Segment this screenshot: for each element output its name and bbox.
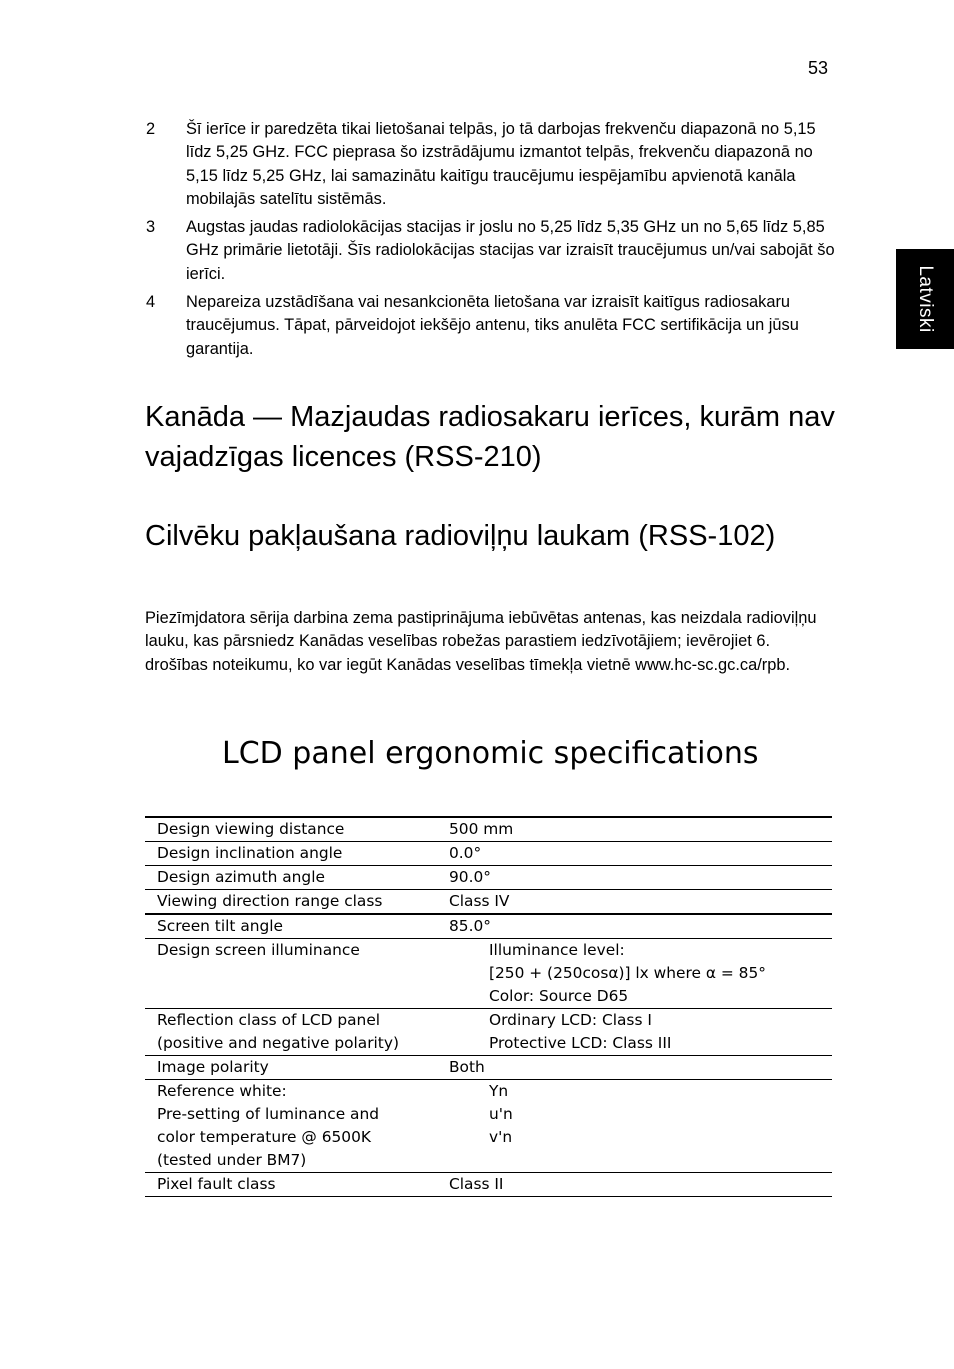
spec-label-line: (positive and negative polarity)	[157, 1034, 399, 1052]
spec-value-line: u'n	[489, 1105, 513, 1123]
section-heading-cilveku: Cilvēku pakļaušana radioviļņu laukam (RSS-102)	[145, 520, 776, 552]
spec-value-line: Color: Source D65	[489, 987, 629, 1005]
spec-value-line: Class IV	[449, 892, 510, 910]
body-paragraph: Piezīmjdatora sērija darbina zema pastiprinājuma iebūvētas antenas, kas neizdala radioviļņu lauku, kas pārsniedz Kanādas veselības robežas parastiem iedzīvotājiem; ievērojiet 6. drošības noteikumu, ko var iegūt Kanādas veselības tīmekļa vietnē www.hc-sc.gc.ca/rpb.	[145, 609, 817, 674]
spec-label	[145, 914, 435, 939]
footnote-list	[145, 118, 835, 366]
table-row	[145, 866, 832, 890]
spec-value-line: [250 + (250cosα)] lx where α = 85°	[489, 964, 766, 982]
spec-label-line: (tested under BM7)	[157, 1151, 307, 1169]
spec-label-line: color temperature @ 6500K	[157, 1128, 371, 1146]
footnote	[145, 216, 835, 286]
spec-label-line: Design azimuth angle	[157, 868, 325, 886]
footnote	[145, 118, 835, 211]
footnote-number: 2	[146, 120, 156, 138]
spec-label-line: Screen tilt angle	[157, 917, 284, 935]
spec-value	[435, 1056, 832, 1080]
spec-value	[435, 890, 832, 915]
spec-value	[435, 1080, 832, 1173]
spec-label-line: Design viewing distance	[157, 820, 345, 838]
table-row	[145, 1009, 832, 1056]
section-heading-lcd: LCD panel ergonomic specifications	[222, 736, 759, 771]
footnote-number: 3	[146, 218, 156, 237]
spec-value	[435, 1173, 832, 1197]
footnote-number: 4	[146, 293, 156, 312]
table-row	[145, 842, 832, 866]
table-row	[145, 1173, 832, 1197]
spec-value-line: Ordinary LCD: Class I	[489, 1011, 652, 1029]
spec-value-line: Both	[449, 1058, 485, 1076]
spec-value-line: 85.0°	[449, 917, 491, 935]
table-row	[145, 1056, 832, 1080]
footnote	[145, 291, 835, 361]
spec-label-line: Design inclination angle	[157, 844, 343, 862]
spec-label-line: Pixel fault class	[157, 1175, 276, 1193]
spec-value-line: v'n	[489, 1128, 513, 1146]
spec-value-line: 90.0°	[449, 868, 491, 886]
spec-value-line: Illuminance level:	[489, 941, 625, 959]
spec-value-line: Class II	[449, 1175, 504, 1193]
spec-label-line: Viewing direction range class	[157, 892, 383, 910]
table-row	[145, 914, 832, 939]
spec-label	[145, 890, 435, 915]
section-heading-kanada: Kanāda — Mazjaudas radiosakaru ierīces, kurām nav vajadzīgas licences (RSS-210)	[145, 401, 835, 473]
spec-label	[145, 842, 435, 866]
spec-value	[435, 1009, 832, 1056]
spec-value	[435, 866, 832, 890]
spec-label-line: Reference white:	[157, 1082, 287, 1100]
spec-value	[435, 914, 832, 939]
spec-value	[435, 939, 832, 1009]
spec-label	[145, 817, 435, 842]
spec-label-line: Reflection class of LCD panel	[157, 1011, 381, 1029]
spec-label	[145, 1173, 435, 1197]
lcd-spec-table	[145, 816, 832, 1197]
spec-value-line: Protective LCD: Class III	[489, 1034, 672, 1052]
language-tab-label: Latviski	[915, 265, 936, 333]
spec-label	[145, 939, 435, 1009]
table-row	[145, 817, 832, 842]
page-number: 53	[808, 58, 829, 78]
spec-label	[145, 1056, 435, 1080]
spec-label-line: Design screen illuminance	[157, 941, 360, 959]
spec-value-line: Yn	[489, 1082, 509, 1100]
spec-value-line: 0.0°	[449, 844, 482, 862]
table-row	[145, 939, 832, 1009]
language-tab	[896, 249, 954, 349]
footnote-text: Nepareiza uzstādīšana vai nesankcionēta lietošana var izraisīt kaitīgus radiosakaru traucējumus. Tāpat, pārveidojot iekšējo antenu, tiks anulēta FCC sertifikācija un jūsu garantija.	[186, 293, 799, 358]
spec-label-line: Image polarity	[157, 1058, 269, 1076]
footnote-text: Augstas jaudas radiolokācijas stacijas ir joslu no 5,25 līdz 5,35 GHz un no 5,65 līdz 5,85 GHz primārie lietotāji. Šīs radiolokācijas stacijas var izraisīt traucējumus un/vai sabojāt šo ierīci.	[186, 218, 835, 283]
table-row	[145, 890, 832, 915]
spec-label-line: Pre-setting of luminance and	[157, 1105, 380, 1123]
spec-value	[435, 842, 832, 866]
spec-value	[435, 817, 832, 842]
table-row	[145, 1080, 832, 1173]
spec-label	[145, 1009, 435, 1056]
spec-value-line: 500 mm	[449, 820, 514, 838]
spec-label	[145, 1080, 435, 1173]
spec-label	[145, 866, 435, 890]
footnote-text: Šī ierīce ir paredzēta tikai lietošanai telpās, jo tā darbojas frekvenču diapazonā no 5,15 līdz 5,25 GHz. FCC pieprasa šo izstrādājumu izmantot telpās, frekvenču diapazonā no 5,15 līdz 5,25 GHz, lai samazinātu kaitīgu traucējumu iespējamību apvienotā kanāla mobilajās satelītu sistēmās.	[186, 120, 816, 208]
